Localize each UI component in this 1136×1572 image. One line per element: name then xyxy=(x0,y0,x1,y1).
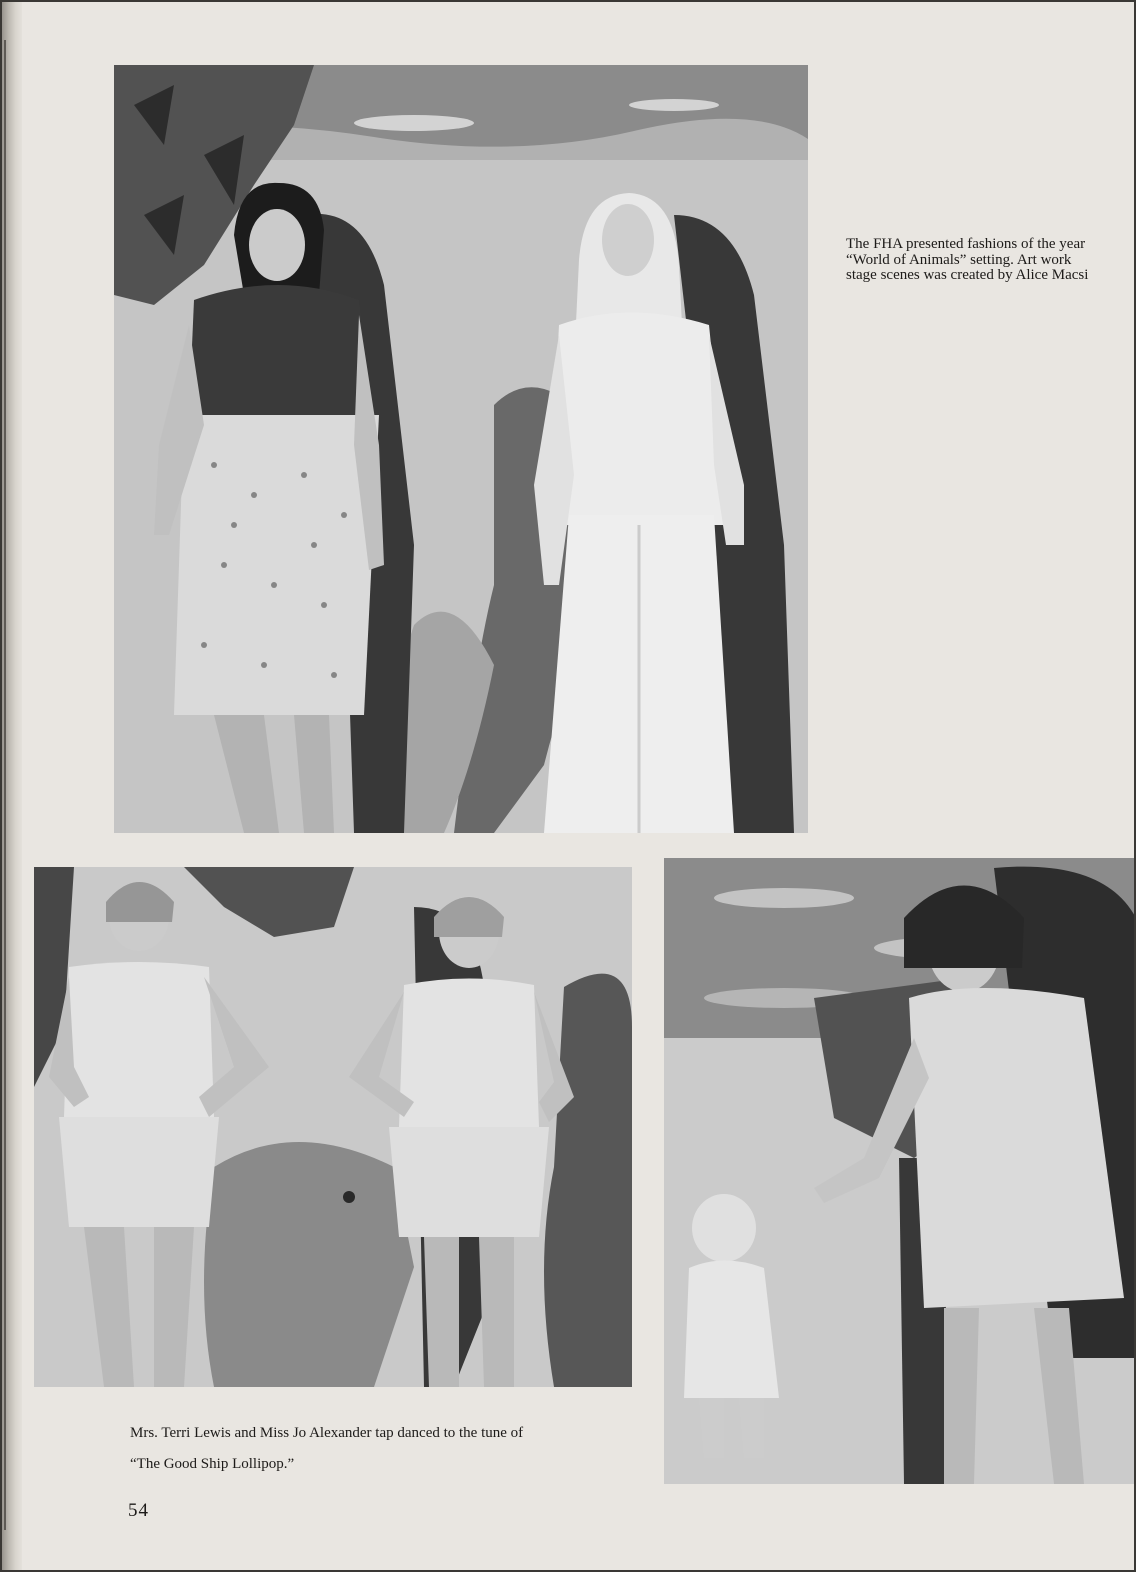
caption-top-line-3: stage scenes was created by Alice Macsi xyxy=(846,267,1089,283)
caption-top-line-1: The FHA presented fashions of the year xyxy=(846,237,1086,252)
photo-woman-with-toddler xyxy=(664,858,1136,1484)
binding-shadow-line xyxy=(4,40,6,1530)
caption-tap-dancers xyxy=(130,1410,650,1488)
caption-top-line-2: “World of Animals” setting. Art work xyxy=(846,251,1072,268)
caption-fha-fashions xyxy=(846,237,1136,284)
caption-bottom-line-1: Mrs. Terri Lewis and Miss Jo Alexander tap danced to the tune of xyxy=(130,1424,524,1441)
caption-bottom-line-2: “The Good Ship Lollipop.” xyxy=(130,1455,295,1472)
photo-fashion-show-two-models xyxy=(114,65,808,833)
photo-tap-dancers xyxy=(34,867,632,1387)
page-number: 54 xyxy=(128,1500,149,1521)
